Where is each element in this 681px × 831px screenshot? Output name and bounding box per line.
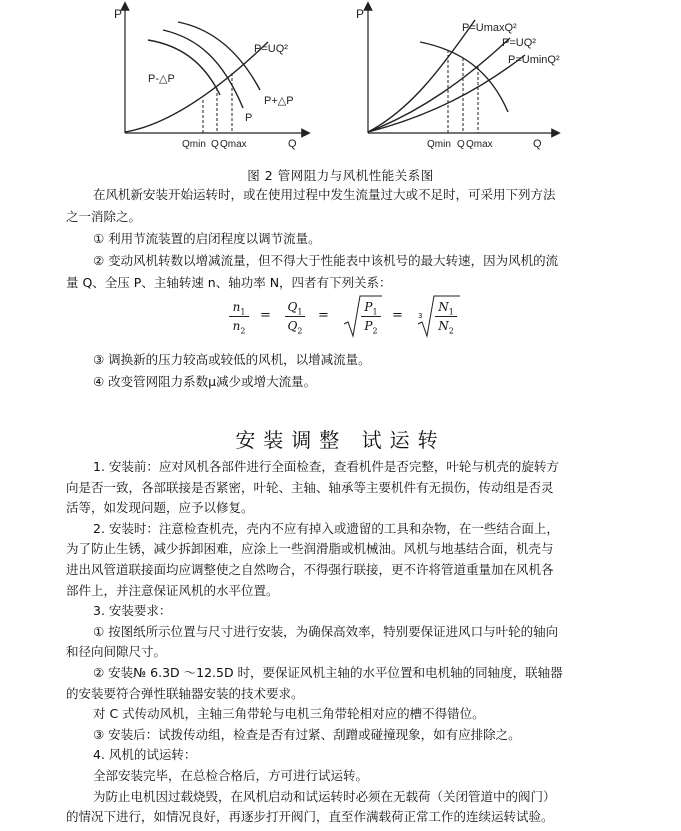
cube-root-index: 3 [418,312,423,320]
body-line-8: 3. 安装要求： [93,603,172,619]
speed-flow-formula [228,298,468,348]
body-line-5: 为了防止生锈，减少拆卸困难，应涂上一些润滑脂或机械油。风机与地基结合面，机壳与 [66,541,554,557]
fraction-n: $n_1$ $n_2$ [228,298,250,335]
body-line-14: ③ 安装后：试拨传动组，检查是否有过紧、刮蹭或碰撞现象，如有应排除之。 [93,726,521,742]
x-axis-label: Q [533,138,542,150]
figure-left-svg [108,0,318,160]
intro-method-1: ① 利用节流装置的启闭程度以调节流量。 [93,231,321,246]
body-line-18: 的情况下进行，如情况良好，再逐步打开阀门，直至作满载荷正常工作的连续运转试验。 [66,809,554,825]
body-line-15: 4. 风机的试运转： [93,747,197,763]
body-line-10: 和径向间隙尺寸。 [66,644,167,660]
body-line-16: 全部安装完毕，在总检合格后，方可进行试运转。 [93,768,369,783]
intro-method-4: ④ 改变管网阻力系数μ减少或增大流量。 [93,374,317,389]
fraction-q: $Q_1$ $Q_2$ [284,298,306,335]
section-title: 安装调整 试运转 [235,428,446,452]
figure-right-svg [350,0,570,160]
curve-p-plus [178,22,260,90]
label-p-plus: P+△P [264,95,294,107]
y-axis-label: P [114,7,123,21]
tick-q: Q [457,139,465,150]
intro-line-1: 在风机新安装开始运转时，或在使用过程中发生流量过大或不足时，可采用下列方法 [93,187,556,202]
body-line-9: ① 按图纸所示位置与尺寸进行安装，为确保高效率，特别要保证进风口与叶轮的轴向 [93,623,559,639]
body-line-12: 的安装要符合弹性联轴器安装的技术要求。 [66,685,304,701]
tick-qmin: Qmin [182,139,206,150]
equals-3: = [392,308,403,323]
body-line-13: 对 C 式传动风机，主轴三角带轮与电机三角带轮相对应的槽不得错位。 [93,706,485,722]
figure-left-pressure-flow [108,0,318,160]
y-axis-label: P [356,7,365,21]
body-line-1: 1. 安装前：应对风机各部件进行全面检查，查看机件是否完整，叶轮与机壳的旋转方 [93,459,559,474]
body-line-3: 活等，如发现问题，应予以修复。 [66,500,254,516]
label-p-minus: P-△P [148,73,175,85]
body-line-7: 部件上，并注意保证风机的水平位置。 [66,582,279,598]
x-axis-label: Q [288,138,297,150]
label-p: P [245,112,253,124]
intro-method-2-cont: 量 Q、全压 P、主轴转速 n、轴功率 N，四者有下列关系： [66,275,392,290]
equals-1: = [260,308,271,323]
fraction-p: $P_1$ $P_2$ [360,298,382,335]
label-umin: P=UminQ² [508,54,560,66]
body-line-11: ② 安装№ 6.3D ～12.5D 时，要保证风机主轴的水平位置和电机轴的同轴度，联轴器 [93,665,563,680]
label-puq2: P=UQ² [254,43,288,55]
tick-qmin: Qmin [427,139,451,150]
curve-umin [368,55,525,132]
equals-2: = [318,308,329,323]
tick-q: Q [211,139,219,150]
label-u: P=UQ² [502,37,536,49]
tick-qmax: Qmax [466,139,493,150]
intro-line-2: 之一消除之。 [66,209,142,224]
body-line-6: 进出风管道联接面均应调整使之自然吻合，不得强行联接，更不许将管道重量加在风机各 [66,562,554,577]
figure-right-pressure-flow [350,0,570,160]
fraction-power: $N_1$ $N_2$ [434,298,458,335]
body-line-4: 2. 安装时：注意检查机壳，壳内不应有掉入或遗留的工具和杂物，在一些结合面上， [93,520,559,536]
intro-method-2: ② 变动风机转数以增减流量，但不得大于性能表中该机号的最大转速，因为风机的流 [93,253,559,268]
figure-caption: 图 2 管网阻力与风机性能关系图 [247,168,434,183]
intro-method-3: ③ 调换新的压力较高或较低的风机，以增减流量。 [93,352,371,367]
label-umax: P=UmaxQ² [462,22,517,34]
body-line-2: 向是否一致，各部联接是否紧密，叶轮、主轴、轴承等主要机件有无损伤，传动组是否灵 [66,479,554,495]
curve-p-minus [148,40,220,95]
body-line-17: 为防止电机因过载烧毁，在风机启动和试运转时必须在无载荷（关闭管道中的阀门） [93,788,556,804]
tick-qmax: Qmax [220,139,247,150]
